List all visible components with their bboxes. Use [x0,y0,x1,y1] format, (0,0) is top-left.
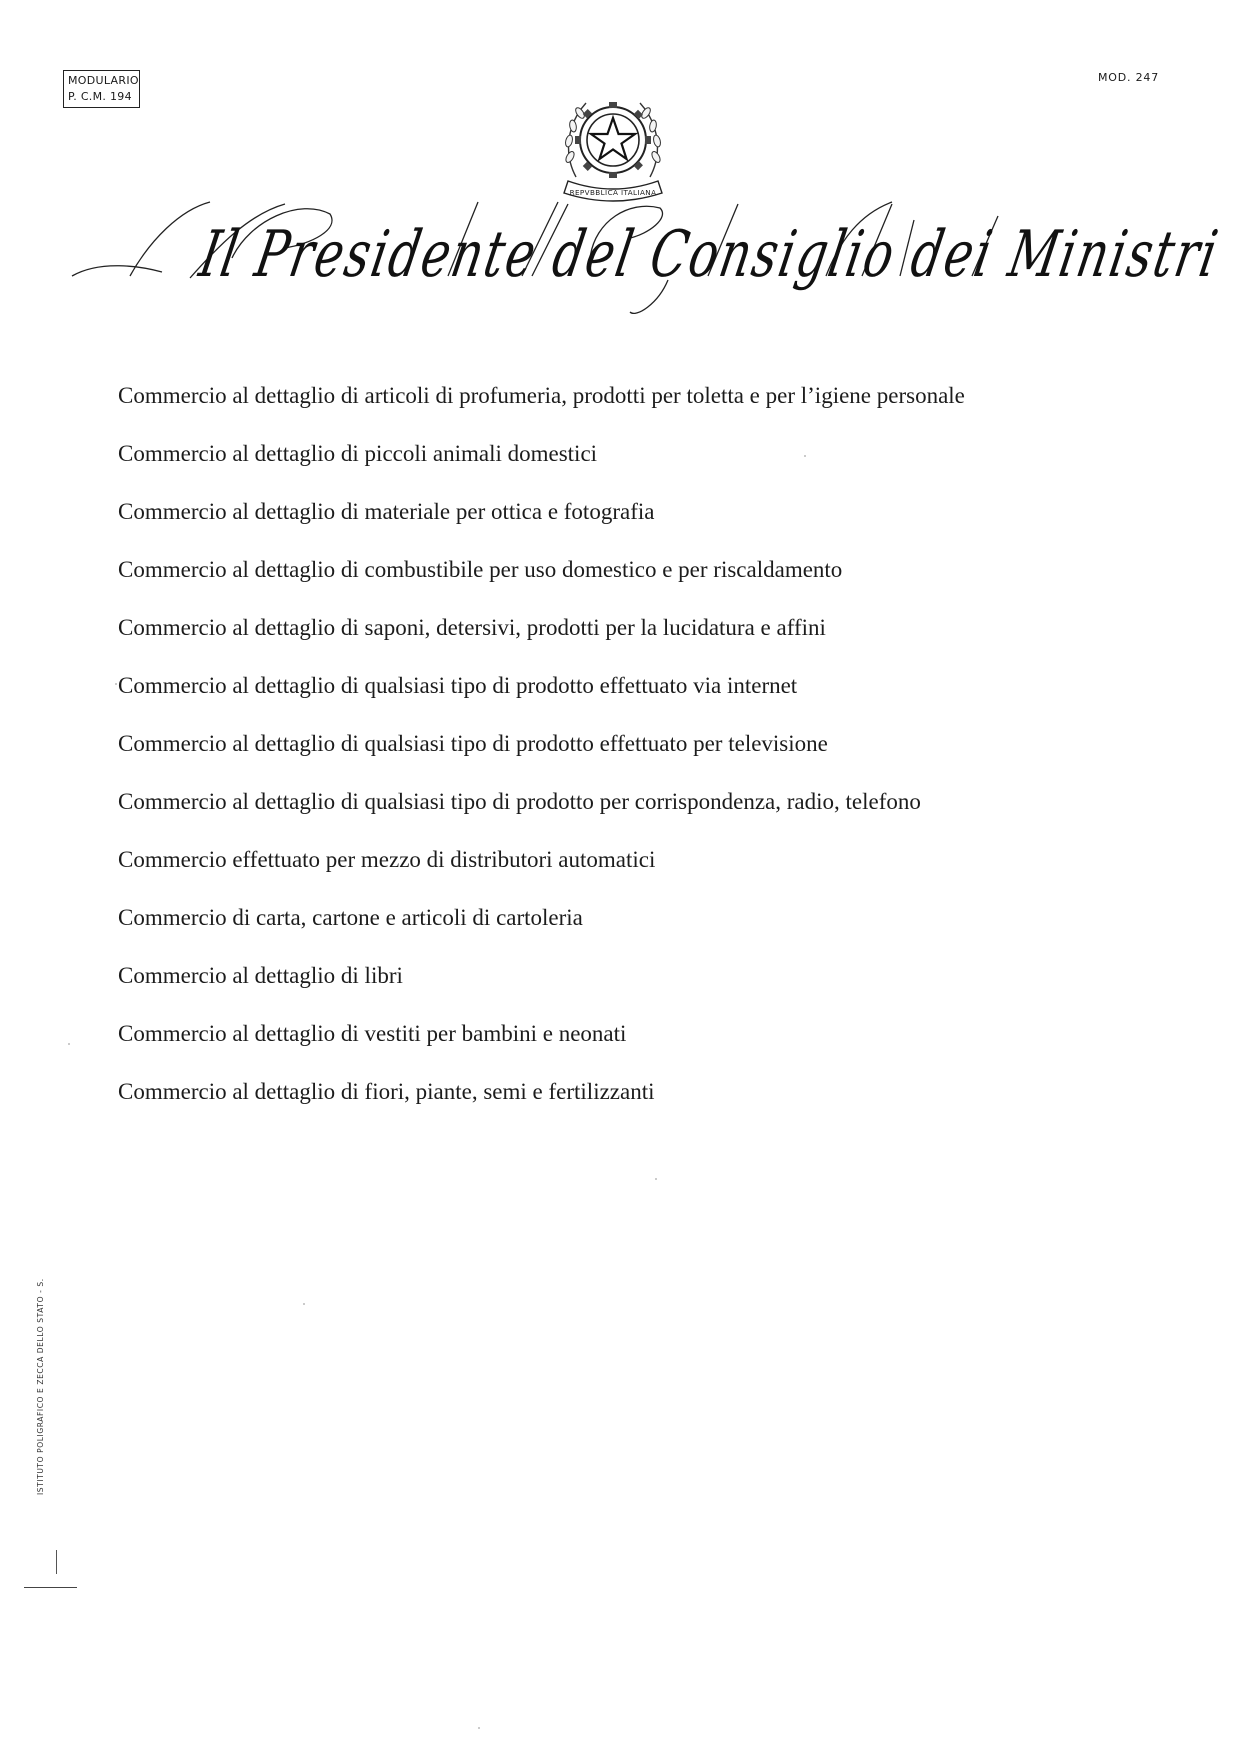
list-item: Commercio al dettaglio di qualsiasi tipo di prodotto per corrispondenza, radio, telefono [118,789,921,814]
paper-speck [478,1727,480,1729]
emblem-ribbon-text: REPVBBLICA ITALIANA [569,188,657,197]
modulario-stamp [63,70,140,108]
paper-speck [303,1303,305,1305]
list-item: Commercio al dettaglio di qualsiasi tipo di prodotto effettuato per televisione [118,731,828,756]
paper-speck [115,683,117,685]
stamp-line-2: P. C.M. 194 [68,90,132,103]
paper-speck [655,1178,657,1180]
activity-list [118,383,965,1137]
fold-tick-mark [56,1550,57,1574]
list-item: Commercio al dettaglio di qualsiasi tipo di prodotto effettuato via internet [118,673,798,698]
fold-line-mark [24,1587,77,1588]
list-item: Commercio effettuato per mezzo di distributori automatici [118,847,656,872]
list-item: Commercio al dettaglio di combustibile per uso domestico e per riscaldamento [118,557,843,582]
printer-imprint: ISTITUTO POLIGRAFICO E ZECCA DELLO STATO - S. [36,1278,45,1495]
paper-speck [804,455,806,457]
list-item: Commercio al dettaglio di fiori, piante, semi e fertilizzanti [118,1079,655,1104]
list-item: Commercio di carta, cartone e articoli di cartoleria [118,905,583,930]
list-item: Commercio al dettaglio di materiale per ottica e fotografia [118,499,655,524]
page-title [70,200,1225,350]
form-code: MOD. 247 [1098,71,1160,84]
list-item: Commercio al dettaglio di saponi, detersivi, prodotti per la lucidatura e affini [118,615,826,640]
title-text: Il Presidente del Consiglio dei Ministri [194,218,1225,292]
stamp-line-1: MODULARIO [68,74,139,87]
paper-speck [68,1043,70,1045]
list-item: Commercio al dettaglio di piccoli animali domestici [118,441,598,466]
list-item: Commercio al dettaglio di articoli di profumeria, prodotti per toletta e per l’igiene personale [118,383,965,408]
emblem-repubblica-italiana-icon [556,85,670,213]
list-item: Commercio al dettaglio di vestiti per bambini e neonati [118,1021,627,1046]
list-item: Commercio al dettaglio di libri [118,963,403,988]
